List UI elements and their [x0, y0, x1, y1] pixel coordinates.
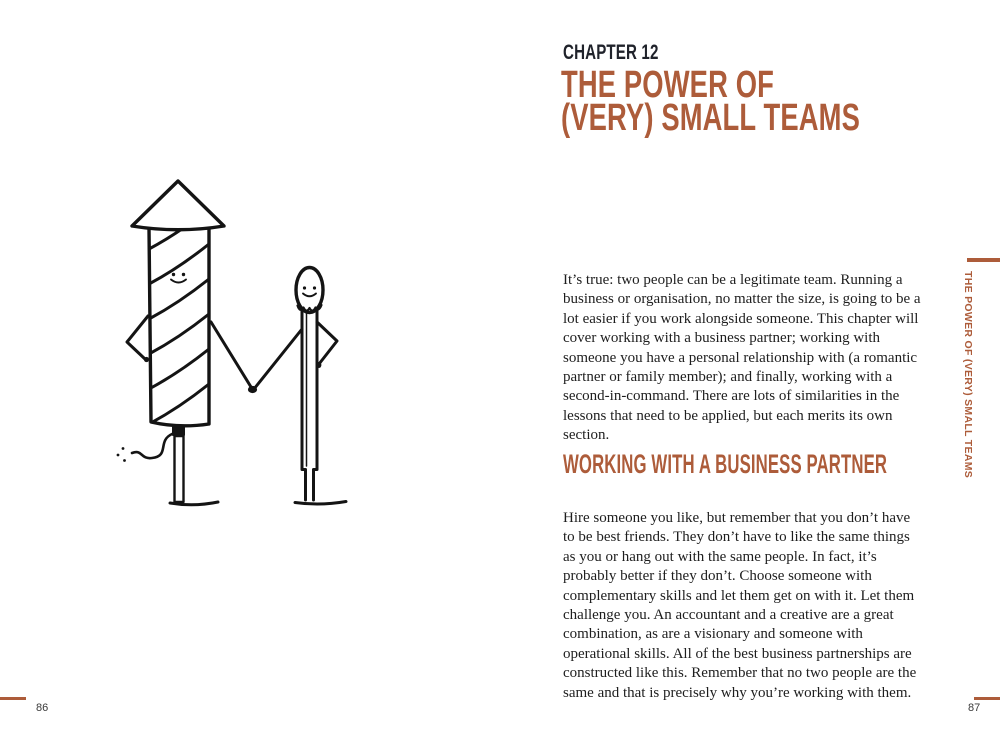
match-body	[302, 309, 306, 500]
right-page-number: 87	[968, 702, 981, 714]
rocket-and-matchstick-illustration	[75, 160, 360, 520]
rocket-fuse	[132, 434, 172, 458]
rocket-arm-left	[127, 316, 148, 359]
sidebar-accent-bar	[967, 258, 1000, 262]
section-paragraph: Hire someone you like, but remember that you don’t have to be best friends. They don’t have to like the same things as you or hang out with the same people. In fact, it’s probably better if they don’t. Choose someone with complementary skills and let them get on with it. Let them challenge you. An accountant and a creative are a great combination, as are a visionary and someone with operational skills. All of the best business partnerships are constructed like this. Remember that no two people are the same and that is precisely why you’re working with them.	[563, 510, 917, 701]
fuse-sparks	[117, 447, 126, 462]
rocket-character	[117, 181, 251, 505]
chapter-title-line-1: THE POWER OF	[561, 64, 775, 106]
section-heading: WORKING WITH A BUSINESS PARTNER	[563, 449, 888, 479]
chapter-title	[561, 64, 861, 139]
rocket-nose-cone	[132, 181, 224, 230]
rocket-body	[149, 228, 209, 426]
rocket-stick	[175, 436, 184, 502]
match-head	[296, 268, 323, 313]
matchstick-character	[254, 268, 346, 505]
running-sidebar-title: THE POWER OF (VERY) SMALL TEAMS	[962, 271, 974, 479]
held-hands	[248, 386, 257, 393]
chapter-label: CHAPTER 12	[563, 41, 659, 64]
right-folio-rule	[974, 697, 1000, 700]
match-foot	[295, 502, 346, 505]
match-arm-left	[254, 329, 302, 389]
rocket-arm-right	[211, 322, 251, 387]
left-page-number: 86	[36, 702, 49, 714]
rocket-hand-left	[144, 357, 149, 362]
chapter-title-line-2: (VERY) SMALL TEAMS	[561, 97, 861, 139]
intro-paragraph: It’s true: two people can be a legitimate team. Running a business or organisation, no matter the size, is going to be a lot easier if you work alongside someone. This chapter will cover working with a business partner; working with someone you have a personal relationship with (a romantic partner or family member); and finally, working with a second-in-command. There are lots of similarities in the lessons that need to be applied, but each merits its own section.	[563, 272, 921, 444]
left-folio-rule	[0, 697, 26, 700]
match-arm-right	[317, 322, 337, 364]
